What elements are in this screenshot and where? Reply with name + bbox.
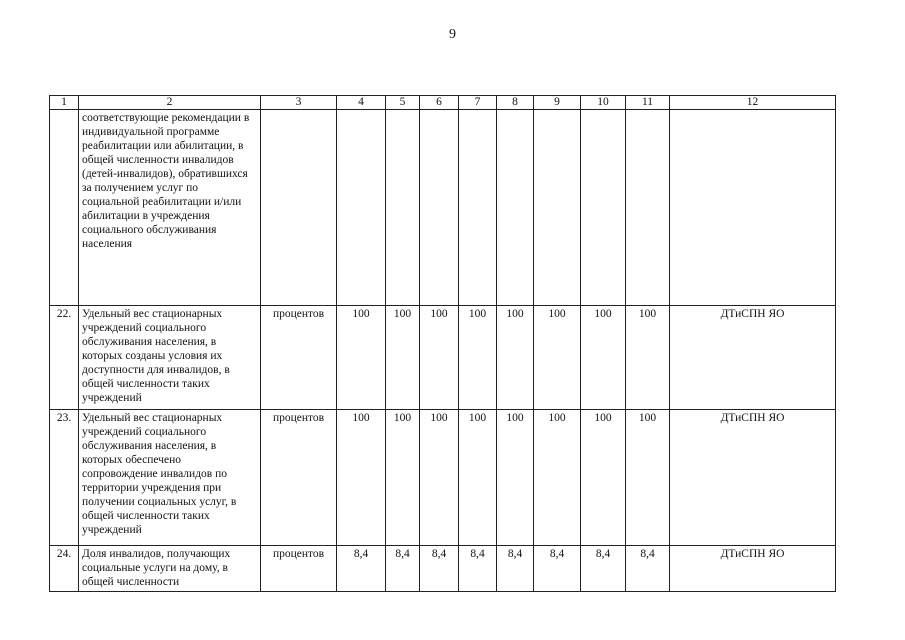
table-row — [50, 546, 836, 592]
value-cell: 8,4 — [626, 546, 670, 592]
indicator-description: соответствующие рекомендации в индивидуальной программе реабилитации или абилитации, в общей численности инвалидов (детей-инвалидов), обратившихся за получением услуг по социальной реабилитации и/или абилитации в учреждения социального обслуживания населения — [79, 110, 261, 306]
value-cell: 8,4 — [420, 546, 459, 592]
value-cell: 100 — [386, 306, 420, 410]
value-cell: 100 — [534, 306, 581, 410]
responsible-department: ДТиСПН ЯО — [670, 546, 836, 592]
value-cell: 100 — [497, 306, 534, 410]
value-cell: 100 — [497, 410, 534, 546]
column-number-header: 6 — [420, 96, 459, 110]
value-cell — [497, 110, 534, 306]
unit-cell: процентов — [261, 410, 337, 546]
value-cell: 8,4 — [497, 546, 534, 592]
value-cell — [337, 110, 386, 306]
column-number-header: 9 — [534, 96, 581, 110]
column-number-header: 11 — [626, 96, 670, 110]
value-cell: 8,4 — [581, 546, 626, 592]
value-cell: 100 — [420, 306, 459, 410]
value-cell: 8,4 — [534, 546, 581, 592]
value-cell: 100 — [459, 306, 497, 410]
value-cell: 100 — [581, 306, 626, 410]
indicator-description: Доля инвалидов, получающих социальные услуги на дому, в общей численности — [79, 546, 261, 592]
column-number-header: 12 — [670, 96, 836, 110]
table-row — [50, 306, 836, 410]
value-cell: 8,4 — [386, 546, 420, 592]
value-cell: 100 — [534, 410, 581, 546]
row-number: 22. — [50, 306, 79, 410]
indicator-description: Удельный вес стационарных учреждений социального обслуживания населения, в которых обеспечено сопровождение инвалидов по территории учреждения при получении социальных услуг, в общей численности таких учреждений — [79, 410, 261, 546]
unit-cell — [261, 110, 337, 306]
indicator-description: Удельный вес стационарных учреждений социального обслуживания населения, в которых созданы условия их доступности для инвалидов, в общей численности таких учреждений — [79, 306, 261, 410]
table-row — [50, 110, 836, 306]
value-cell: 100 — [420, 410, 459, 546]
unit-cell: процентов — [261, 546, 337, 592]
unit-cell: процентов — [261, 306, 337, 410]
value-cell: 100 — [459, 410, 497, 546]
row-number: 23. — [50, 410, 79, 546]
column-number-header: 4 — [337, 96, 386, 110]
value-cell — [420, 110, 459, 306]
column-number-header: 7 — [459, 96, 497, 110]
column-number-header: 2 — [79, 96, 261, 110]
page-number: 9 — [449, 27, 456, 42]
column-number-header: 5 — [386, 96, 420, 110]
row-number: 24. — [50, 546, 79, 592]
value-cell — [626, 110, 670, 306]
value-cell: 8,4 — [337, 546, 386, 592]
value-cell — [459, 110, 497, 306]
value-cell: 100 — [626, 410, 670, 546]
column-number-header: 8 — [497, 96, 534, 110]
indicators-table — [49, 95, 836, 592]
value-cell: 100 — [337, 306, 386, 410]
column-number-header: 3 — [261, 96, 337, 110]
value-cell: 100 — [626, 306, 670, 410]
column-number-row — [50, 96, 836, 110]
value-cell: 100 — [581, 410, 626, 546]
value-cell: 100 — [337, 410, 386, 546]
column-number-header: 10 — [581, 96, 626, 110]
value-cell — [581, 110, 626, 306]
value-cell — [386, 110, 420, 306]
responsible-department: ДТиСПН ЯО — [670, 306, 836, 410]
responsible-department: ДТиСПН ЯО — [670, 410, 836, 546]
responsible-department — [670, 110, 836, 306]
table-row — [50, 410, 836, 546]
column-number-header: 1 — [50, 96, 79, 110]
value-cell: 8,4 — [459, 546, 497, 592]
value-cell — [534, 110, 581, 306]
value-cell: 100 — [386, 410, 420, 546]
row-number — [50, 110, 79, 306]
